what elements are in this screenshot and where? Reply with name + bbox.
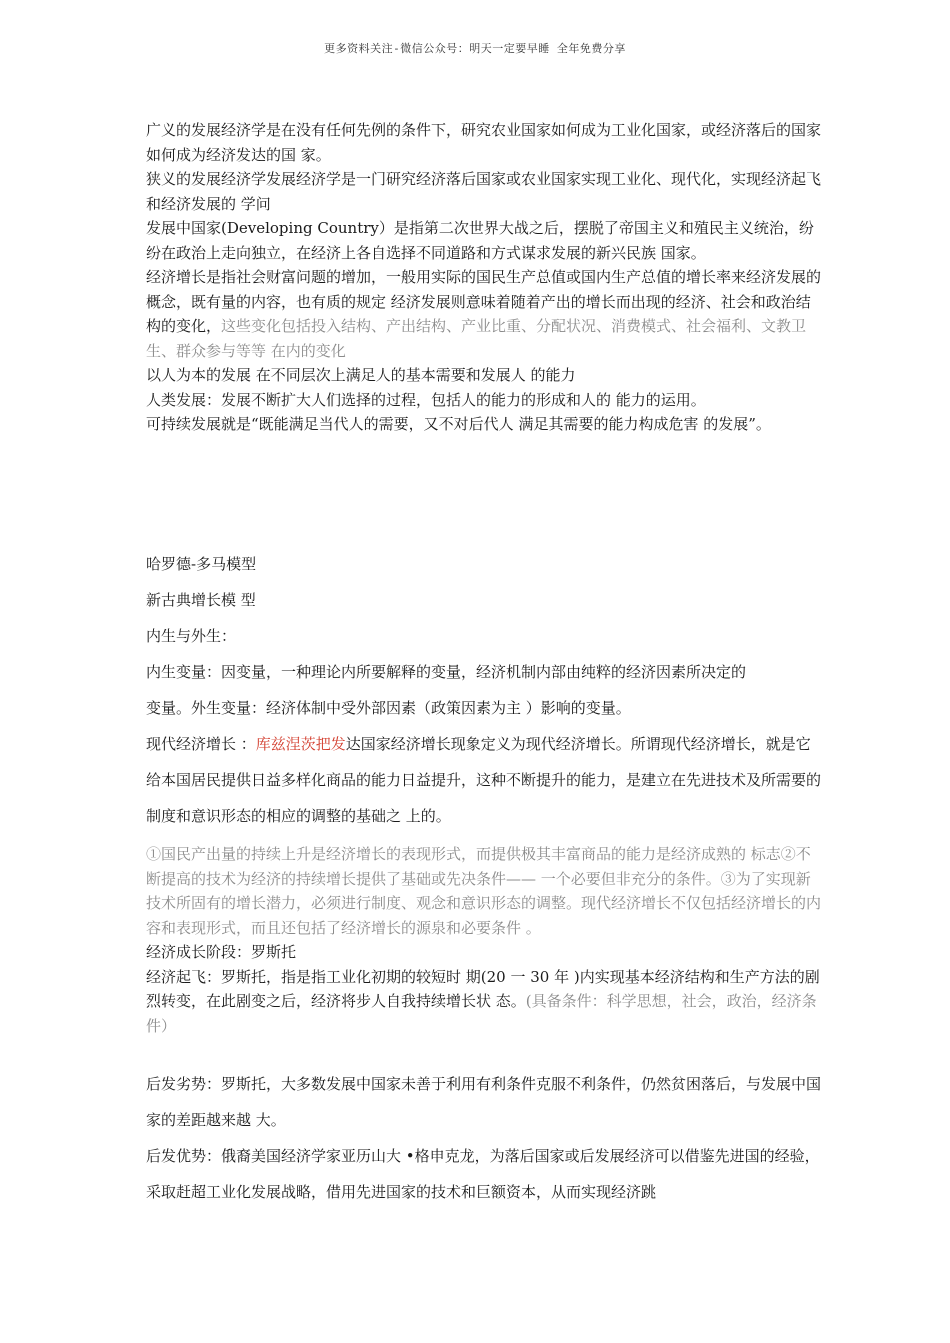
paragraph-human-development: 人类发展：发展不断扩大人们选择的过程，包括人的能力的形成和人的 能力的运用。 xyxy=(146,390,706,409)
kuznets-highlight: 库兹涅茨把发 xyxy=(255,735,346,753)
section-late-development xyxy=(146,1066,821,1210)
paragraph-broad-development-economics: 广义的发展经济学是在没有任何先例的条件下，研究农业国家如何成为工业化国家，或经济落后的国家如何成为经济发达的国 家。 xyxy=(146,121,822,164)
section-stages xyxy=(146,842,821,1038)
heading-neoclassical: 新古典增长模 型 xyxy=(146,591,256,609)
paragraph-modern-growth xyxy=(146,726,821,834)
growth-faded-text: 这些变化包括投入结构、产出结构、产业比重、分配状况、消费模式、社会福利、文教卫生、群众参与等等 在内的变化 xyxy=(146,317,807,360)
heading-harrod-domar: 哈罗德-多马模型 xyxy=(146,555,257,573)
modern-rest: 达国家经济增长现象定义为现代经济增长。所谓现代经济增长，就是它给本国居民提供日益多样化商品的能力日益提升，这种不断提升的能力，是建立在先进技术及所需要的制度和意识形态的相应的调整的基础之 上的。 xyxy=(146,735,822,825)
paragraph-late-disadvantage: 后发劣势：罗斯托，大多数发展中国家未善于利用有利条件克服不利条件，仍然贫困落后，与发展中国家的差距越来越 大。 xyxy=(146,1075,822,1129)
paragraph-people-oriented: 以人为本的发展 在不同层次上满足人的基本需要和发展人 的能力 xyxy=(146,366,576,384)
paragraph-narrow-development-economics: 狭义的发展经济学发展经济学是一门研究经济落后国家或农业国家实现工业化、现代化，实现经济起飞和经济发展的 学问 xyxy=(146,170,822,213)
paragraph-exogenous-variable: 变量。外生变量：经济体制中受外部因素（政策因素为主 ）影响的变量。 xyxy=(146,699,631,717)
page-header-banner: 更多资料关注-微信公众号：明天一定要早睡 全年免费分享 xyxy=(324,42,626,55)
paragraph-takeoff xyxy=(146,965,821,1039)
paragraph-modern-growth-notes: ①国民产出量的持续上升是经济增长的表现形式，而提供极其丰富商品的能力是经济成熟的 标志②不断提高的技术为经济的持续增长提供了基础或先决条件—— 一个必要但非充分的条件。③为了实现新技术所固有的增长潜力，必须进行制度、观念和意识形态的调整。现代经济增长不仅包括经济增长的内容和表现形式，而且还包括了经济增长的源泉和必要条件 。 xyxy=(146,845,822,937)
takeoff-main-text: 经济起飞：罗斯托，指是指工业化初期的较短时 期(20 一 30 年 )内实现基本经济结构和生产方法的剧烈转变，在此剧变之后，经济将步人自我持续增长状 态。 xyxy=(146,967,820,1010)
heading-endo-exo: 内生与外生： xyxy=(146,627,237,645)
paragraph-late-advantage: 后发优势：俄裔美国经济学家亚历山大 •格申克龙，为落后国家或后发展经济可以借鉴先进国的经验，采取赶超工业化发展战略，借用先进国家的技术和巨额资本，从而实现经济跳 xyxy=(146,1147,820,1201)
paragraph-economic-growth xyxy=(146,265,821,363)
takeoff-faded-text: (具备条件：科学思想，社会，政治，经济条件） xyxy=(146,992,817,1035)
paragraph-sustainable-development: 可持续发展就是“既能满足当代人的需要，又不对后代人 满足其需要的能力构成危害 的发展”。 xyxy=(146,415,771,433)
section-definitions xyxy=(146,118,821,437)
growth-main-text: 经济增长是指社会财富问题的增加，一般用实际的国民生产总值或国内生产总值的增长率来经济发展的概念，既有量的内容，也有质的规定 经济发展则意味着随着产出的增长而出现的经济、社会和政治结 构的变化， xyxy=(146,268,822,335)
paragraph-endogenous-variable: 内生变量：因变量，一种理论内所要解释的变量，经济机制内部由纯粹的经济因素所决定的 xyxy=(146,663,747,681)
paragraph-developing-country: 发展中国家(Developing Country）是指第二次世界大战之后，摆脱了帝国主义和殖民主义统治，纷纷在政治上走向独立，在经济上各自选择不同道路和方式谋求发展的新兴民族 国家。 xyxy=(146,219,814,262)
heading-growth-stages: 经济成长阶段：罗斯托 xyxy=(146,943,297,961)
modern-prefix: 现代经济增长 ： xyxy=(146,735,256,753)
section-models xyxy=(146,546,821,834)
